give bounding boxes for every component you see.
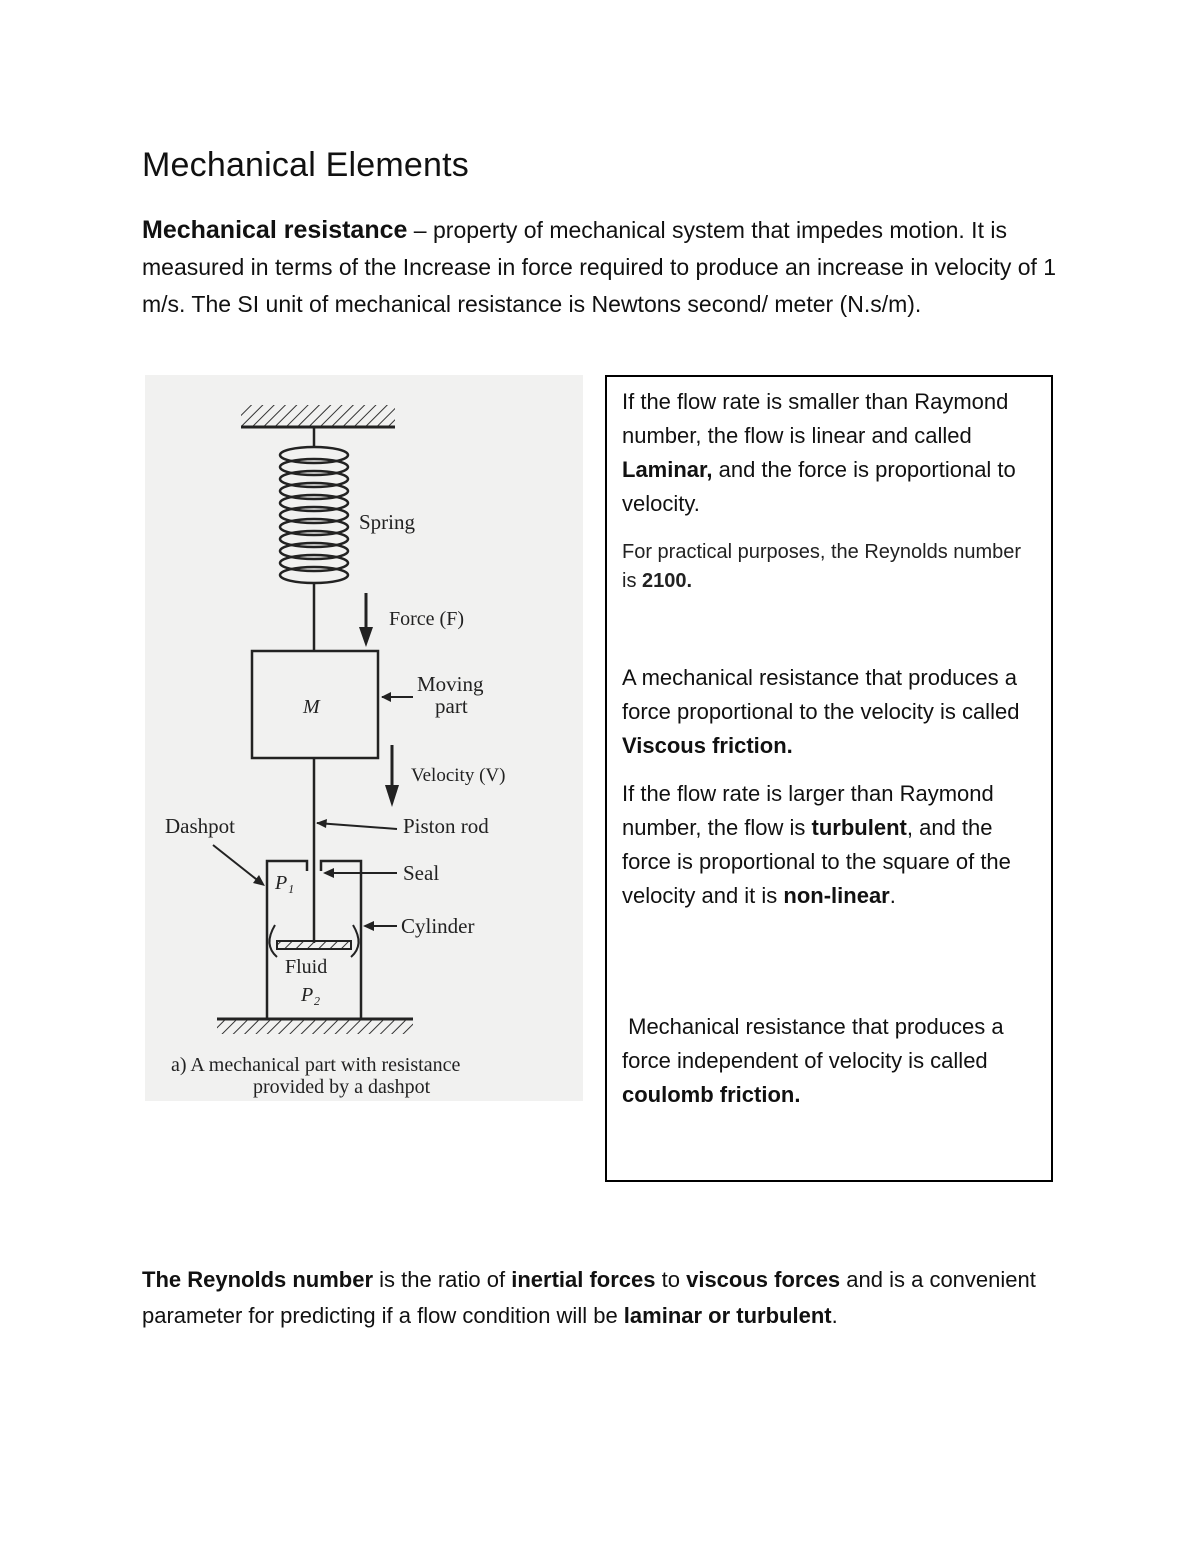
p1-label: P₁ <box>275 872 295 894</box>
turbulent-term: turbulent <box>811 815 907 840</box>
intro-term: Mechanical resistance <box>142 216 408 244</box>
fluid-label: Fluid <box>285 956 328 978</box>
laminar-term: Laminar, <box>622 457 713 482</box>
seal-pointer-head <box>323 868 334 878</box>
laminar-turbulent-term: laminar or turbulent <box>623 1303 832 1328</box>
fluid-flow-right <box>351 925 359 957</box>
viscous-friction-paragraph: A mechanical resistance that produces a force proportional to the velocity is called Viscous friction. <box>622 665 1020 758</box>
piston-rod-pointer <box>317 823 397 829</box>
p2-label: P₂ <box>301 984 321 1006</box>
piston-rod-label: Piston rod <box>403 814 489 838</box>
reynolds-value: 2100. <box>642 570 693 592</box>
dashpot-pointer <box>213 845 261 883</box>
viscous-forces-term: viscous forces <box>686 1267 841 1292</box>
velocity-label: Velocity (V) <box>411 765 506 786</box>
intro-paragraph <box>142 212 1072 323</box>
top-ground-hatch <box>241 405 395 427</box>
cylinder-pointer-head <box>363 921 374 931</box>
force-arrow-head <box>359 627 373 647</box>
figure-caption-2: provided by a dashpot <box>253 1076 431 1098</box>
non-linear-term: non-linear <box>783 883 890 908</box>
reynolds-term: The Reynolds number <box>142 1267 374 1292</box>
coulomb-friction-paragraph: Mechanical resistance that produces a force independent of velocity is called coulomb friction. <box>622 1014 1010 1107</box>
dashpot-figure <box>145 375 583 1101</box>
reynolds-number-note: For practical purposes, the Reynolds number is 2100. <box>622 541 1022 592</box>
dashpot-label: Dashpot <box>165 814 235 838</box>
moving-part-label-2: part <box>435 694 468 718</box>
explanation-box <box>605 375 1053 1182</box>
intro-text: – property of mechanical system that impedes motion. It is measured in terms of the Increase in force required to produce an increase in velocity of 1 m/s. The SI unit of mechanical resistance is Newtons second/ meter (N.s/m). <box>142 217 1057 317</box>
piston-head <box>277 941 351 949</box>
reynolds-paragraph: The Reynolds number is the ratio of inertial forces to viscous forces and is a convenient parameter for predicting if a flow condition will be laminar or turbulent. <box>142 1267 1036 1328</box>
inertial-forces-term: inertial forces <box>511 1267 656 1292</box>
spring-label: Spring <box>359 510 416 534</box>
fluid-flow-left <box>269 925 277 957</box>
mass-label: M <box>303 696 320 718</box>
dashpot-diagram <box>145 375 583 1101</box>
moving-part-pointer-head <box>381 692 391 702</box>
coulomb-friction-term: coulomb friction. <box>622 1082 801 1107</box>
spring-coil <box>280 447 348 583</box>
seal-label: Seal <box>403 861 440 885</box>
force-label: Force (F) <box>389 608 464 630</box>
cylinder-label: Cylinder <box>401 914 475 938</box>
velocity-arrow-head <box>385 785 399 807</box>
piston-rod-pointer-head <box>316 819 327 828</box>
moving-part-label-1: Moving <box>417 672 484 696</box>
bottom-ground-hatch <box>217 1020 413 1034</box>
page-title: Mechanical Elements <box>142 146 469 184</box>
turbulent-paragraph: If the flow rate is larger than Raymond number, the flow is turbulent, and the force is proportional to the square of the velocity and it is non-linear. <box>622 781 1011 908</box>
viscous-friction-term: Viscous friction. <box>622 733 793 758</box>
laminar-paragraph: If the flow rate is smaller than Raymond number, the flow is linear and called Laminar, and the force is proportional to velocity. <box>622 389 1016 516</box>
figure-caption-1: a) A mechanical part with resistance <box>171 1054 461 1076</box>
dashpot-pointer-head <box>253 875 265 886</box>
